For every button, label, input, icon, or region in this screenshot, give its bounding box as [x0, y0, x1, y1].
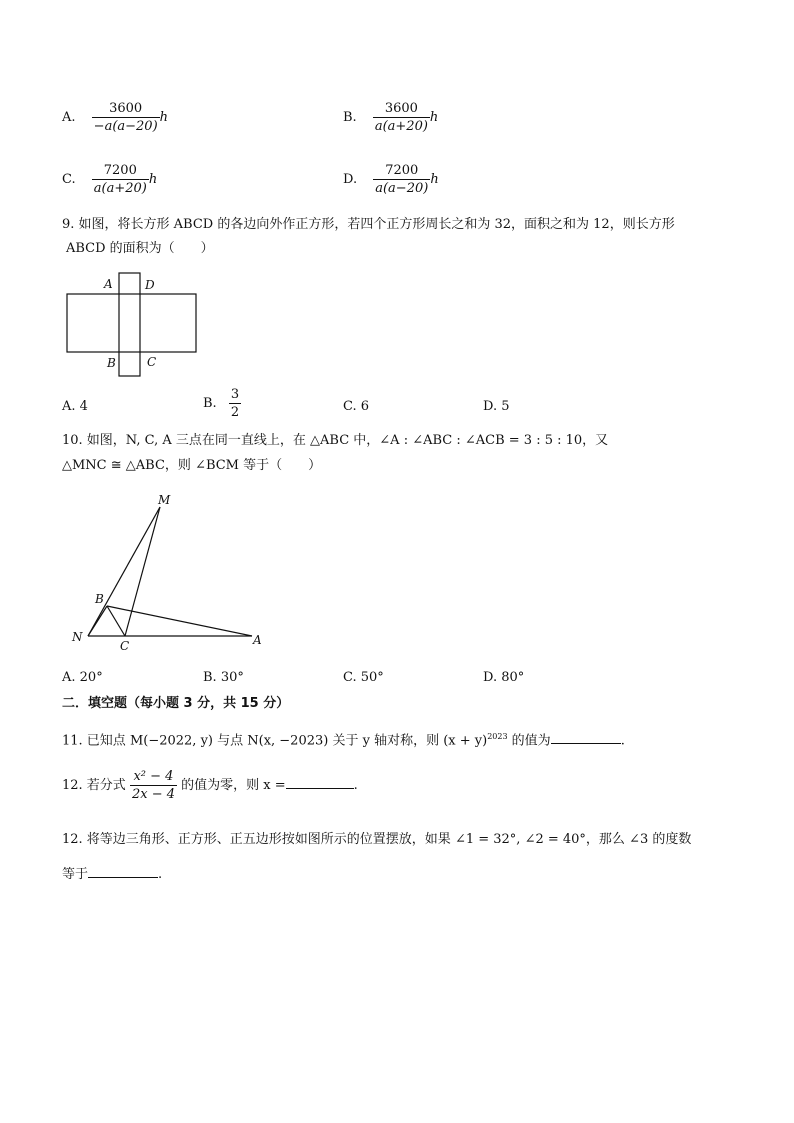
- section-title: 二．填空题（每小题 3 分，共 15 分）: [62, 696, 290, 711]
- q10-stem-line1: 10. 如图，N, C, A 三点在同一直线上，在 △ABC 中，∠A : ∠ABC : ∠ACB = 3 : 5 : 10，又: [62, 433, 609, 448]
- denominator: a(a+20): [374, 119, 428, 134]
- label-b: B: [95, 592, 104, 606]
- denominator: 2: [230, 405, 240, 420]
- unit: h: [159, 110, 169, 125]
- option-label: C.: [62, 172, 76, 187]
- q8-option-c: [62, 162, 157, 197]
- q11-tail: 的值为: [507, 733, 551, 749]
- q10-option-b: B. 30°: [203, 670, 244, 685]
- q12a-end: .: [353, 778, 358, 793]
- numerator: x² − 4: [130, 768, 177, 786]
- q10-stem-line2: △MNC ≅ △ABC，则 ∠BCM 等于（ ）: [62, 458, 322, 473]
- fraction: [92, 100, 160, 135]
- unit: h: [148, 172, 158, 187]
- label-m: M: [158, 493, 171, 507]
- q8-option-b: [343, 100, 438, 135]
- q12b-stem-line1: 12. 将等边三角形、正方形、正五边形按如图所示的位置摆放，如果 ∠1 = 32°, ∠2 = 40°，那么 ∠3 的度数: [62, 832, 692, 847]
- option-label: D.: [343, 172, 358, 187]
- segment-nm: [88, 507, 160, 636]
- q10-figure: [62, 490, 272, 655]
- label-n: N: [72, 630, 83, 644]
- label-d: D: [145, 278, 155, 292]
- option-label: B.: [343, 110, 357, 125]
- option-label: B.: [203, 396, 217, 411]
- denominator: a(a−20): [375, 181, 429, 196]
- q12b-stem-line2: [62, 865, 162, 884]
- rectangle-vertical: [119, 273, 140, 376]
- unit: h: [429, 110, 439, 125]
- label-a: A: [253, 633, 262, 647]
- segment-bc: [107, 606, 125, 636]
- q9-option-a: A. 4: [62, 399, 88, 414]
- answer-blank[interactable]: [286, 776, 354, 789]
- q12a-suffix: 的值为零，则 x =: [181, 778, 286, 793]
- label-c: C: [147, 355, 157, 369]
- q12b-end: .: [158, 867, 163, 882]
- q11-exponent: 2023: [487, 732, 508, 741]
- option-label: A.: [62, 110, 76, 125]
- q11-text: 11. 已知点 M(−2022, y) 与点 N(x, −2023) 关于 y 轴对称，则 (x + y): [62, 733, 488, 749]
- numerator: 3600: [92, 100, 160, 118]
- numerator: 3600: [373, 100, 430, 118]
- numerator: 7200: [373, 162, 430, 180]
- denominator: −a(a−20): [93, 119, 158, 134]
- numerator: 3: [230, 387, 240, 402]
- answer-blank[interactable]: [551, 731, 621, 744]
- fraction: [373, 162, 430, 197]
- q12b-line2-text: 等于: [62, 867, 89, 882]
- denominator: 2x − 4: [131, 787, 175, 802]
- fraction: [130, 768, 177, 803]
- unit: h: [430, 172, 439, 187]
- q10-option-a: A. 20°: [62, 670, 103, 685]
- q9-stem-line1: 9. 如图，将长方形 ABCD 的各边向外作正方形，若四个正方形周长之和为 32，面积之和为 12，则长方形: [62, 217, 675, 232]
- denominator: a(a+20): [93, 181, 147, 196]
- q11-stem: [62, 728, 625, 750]
- answer-blank[interactable]: [88, 865, 158, 878]
- q11-end: .: [620, 733, 625, 749]
- fraction: [229, 386, 241, 421]
- segment-cm: [125, 507, 160, 636]
- q9-option-d: D. 5: [483, 399, 510, 414]
- q9-figure: [62, 270, 202, 382]
- numerator: 7200: [92, 162, 149, 180]
- segment-nb: [88, 606, 107, 636]
- q9-option-c: C. 6: [343, 399, 370, 414]
- q8-option-d: [343, 162, 439, 197]
- rectangle-horizontal: [67, 294, 196, 352]
- fraction: [373, 100, 430, 135]
- label-c: C: [120, 639, 130, 653]
- label-b: B: [107, 356, 116, 370]
- q9-stem-line2: ABCD 的面积为（ ）: [66, 241, 214, 256]
- fraction: [92, 162, 149, 197]
- q12a-prefix: 12. 若分式: [62, 778, 126, 793]
- q12a-stem: [62, 768, 358, 803]
- q10-option-d: D. 80°: [483, 670, 525, 685]
- q9-option-b: [203, 386, 241, 421]
- q10-option-c: C. 50°: [343, 670, 384, 685]
- q8-option-a: [62, 100, 168, 135]
- label-a: A: [104, 277, 113, 291]
